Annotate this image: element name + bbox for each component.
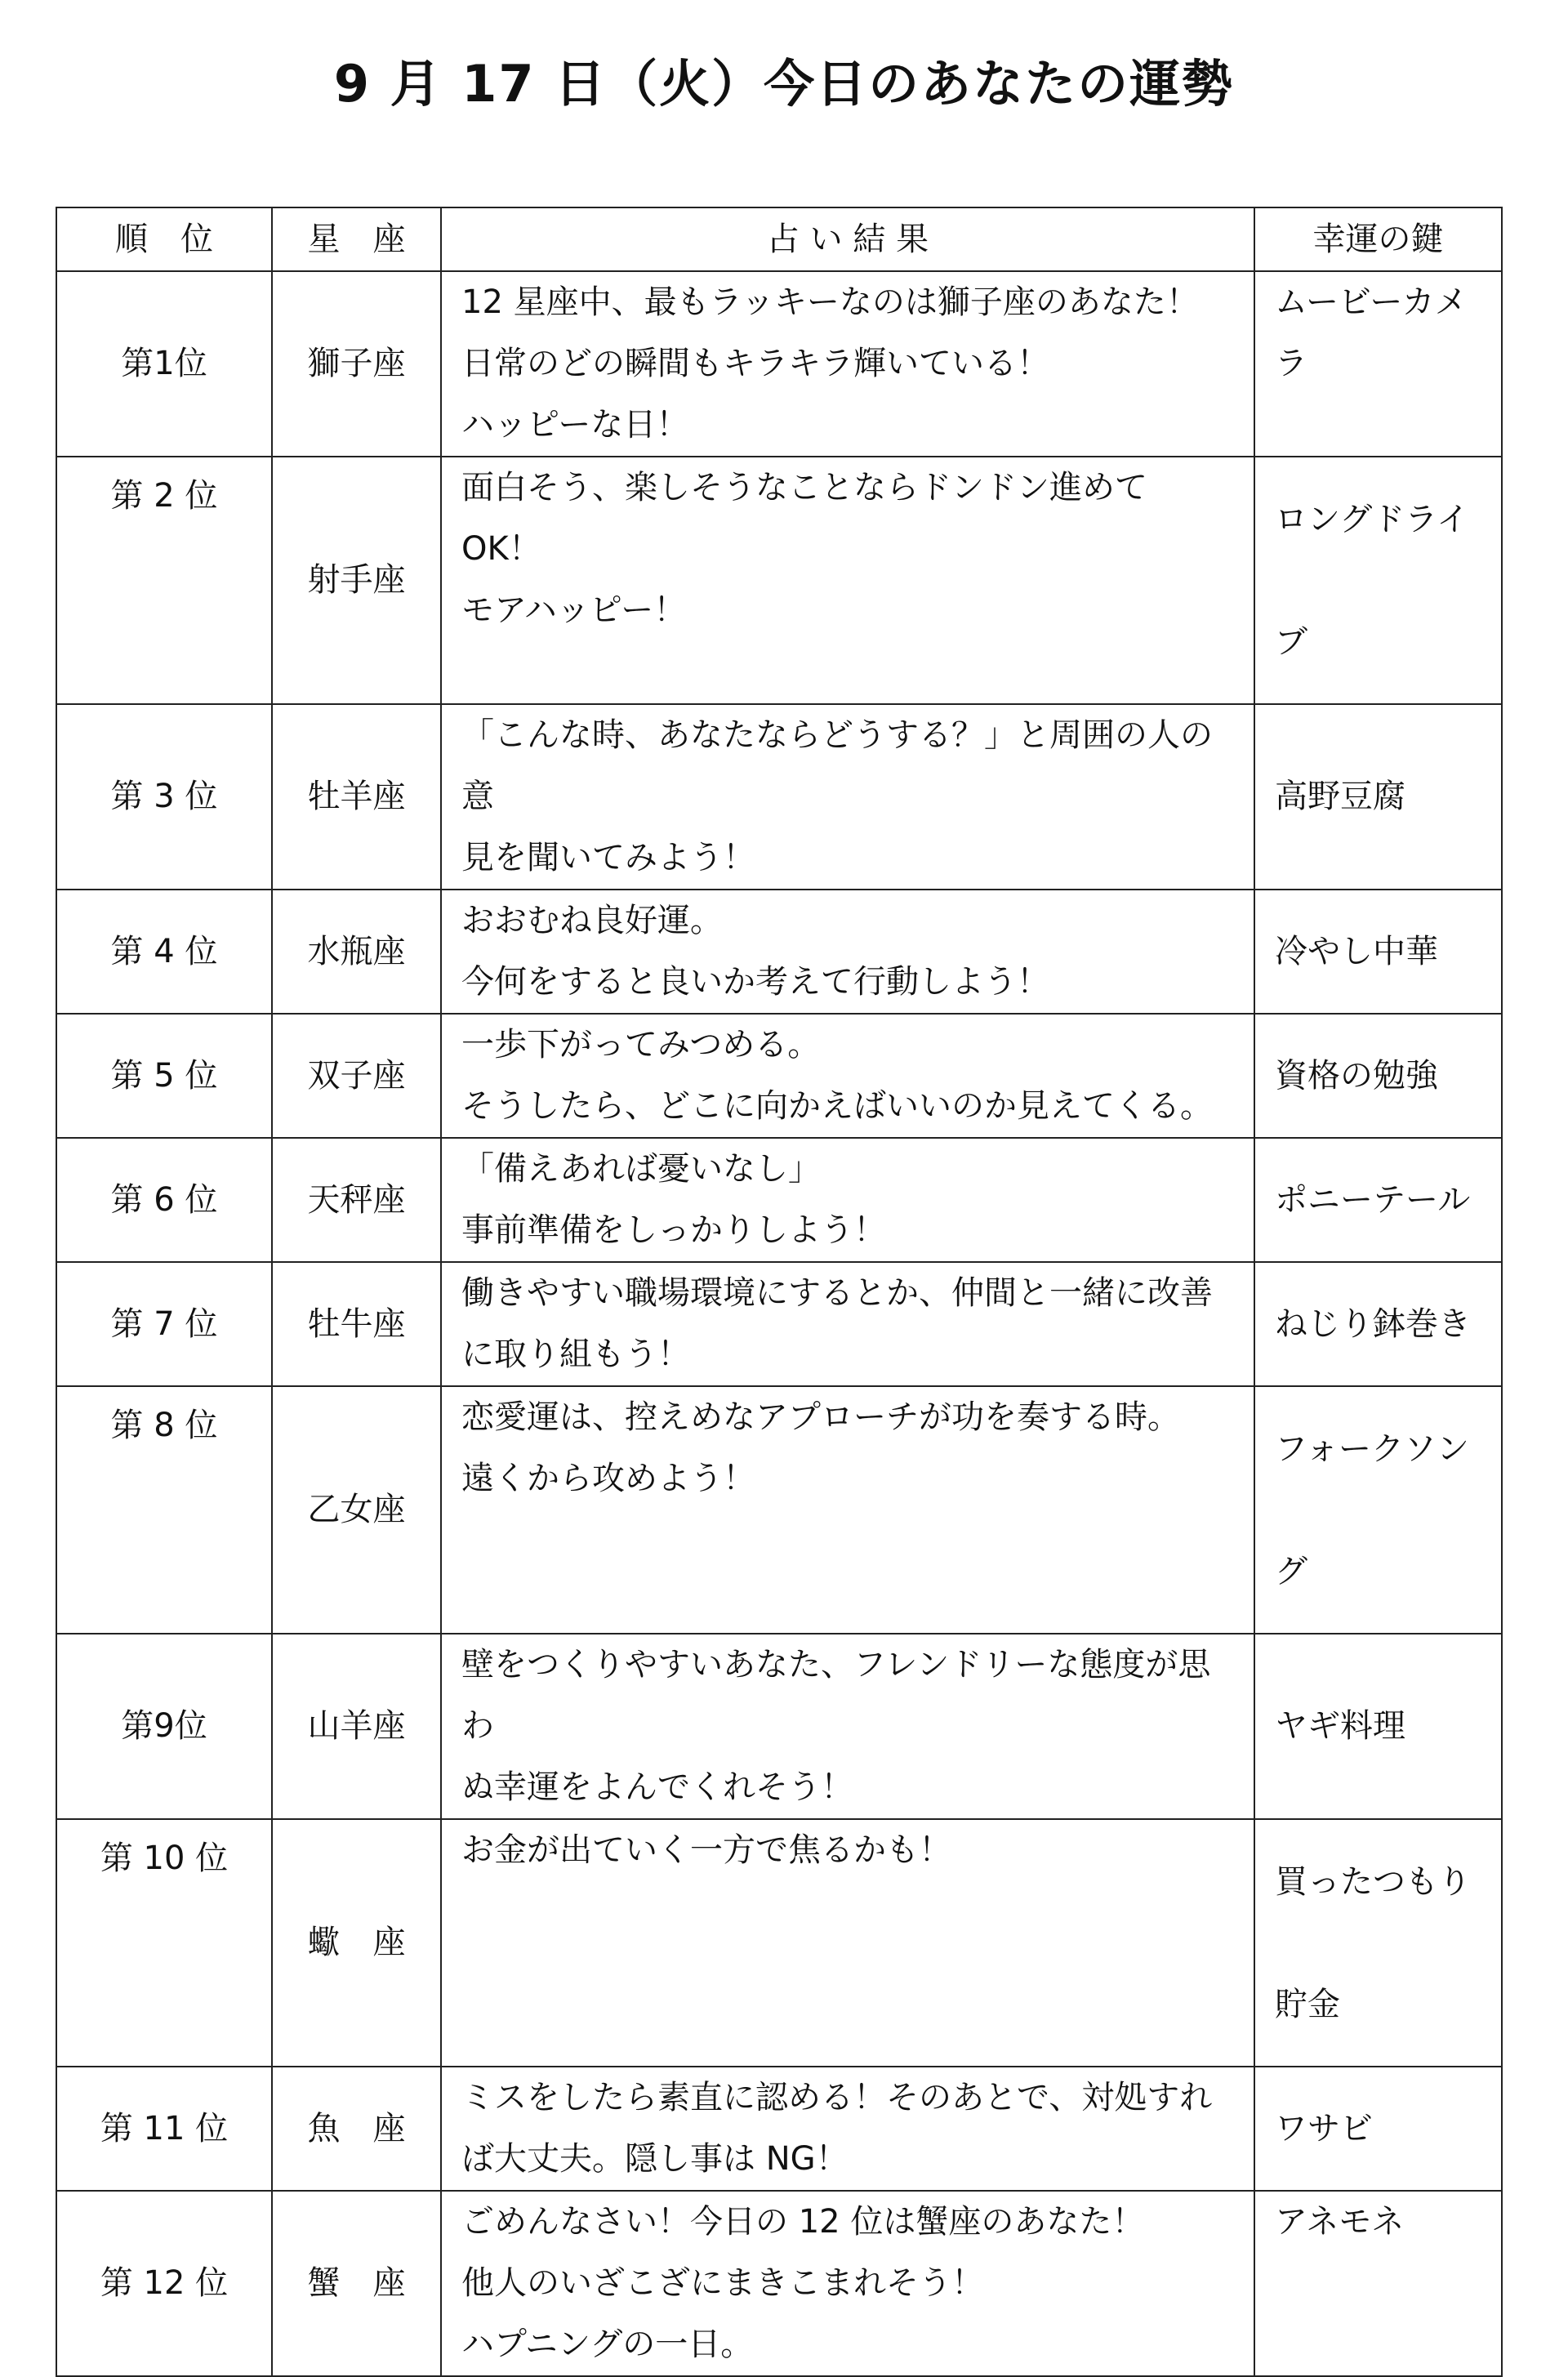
rank-cell: 第 3 位 xyxy=(56,704,272,890)
sign-cell: 牡羊座 xyxy=(272,704,441,890)
sign-cell: 獅子座 xyxy=(272,271,441,457)
rank-cell: 第9位 xyxy=(56,1634,272,1819)
header-rank: 順 位 xyxy=(56,207,272,271)
rank-cell: 第 2 位 xyxy=(56,457,272,704)
sign-cell: 蟹 座 xyxy=(272,2191,441,2376)
rank-cell: 第 12 位 xyxy=(56,2191,272,2376)
result-line: そうしたら、どこに向かえばいいのか見えてくる。 xyxy=(461,1087,1213,1125)
key-cell xyxy=(1254,1819,1502,2067)
table-header-row xyxy=(56,207,1502,271)
fortune-table xyxy=(56,207,1503,2377)
sign-cell: 天秤座 xyxy=(272,1138,441,1262)
result-cell xyxy=(441,271,1254,457)
sign-cell: 牡牛座 xyxy=(272,1262,441,1386)
rank-cell: 第 7 位 xyxy=(56,1262,272,1386)
result-cell xyxy=(441,704,1254,890)
key-cell: ポニーテール xyxy=(1254,1138,1502,1262)
header-key: 幸運の鍵 xyxy=(1254,207,1502,271)
result-line: ば大丈夫。隠し事は NG！ xyxy=(461,2140,849,2178)
result-line: 恋愛運は、控えめなアプローチが功を奏する時。 xyxy=(461,1398,1180,1436)
key-cell xyxy=(1254,1386,1502,1634)
key-cell xyxy=(1254,457,1502,704)
result-cell xyxy=(441,1819,1254,2067)
table-row xyxy=(56,1819,1502,2067)
table-row xyxy=(56,704,1502,890)
table-row xyxy=(56,2191,1502,2376)
result-cell xyxy=(441,1014,1254,1138)
key-cell: ヤギ料理 xyxy=(1254,1634,1502,1819)
rank-cell: 第 6 位 xyxy=(56,1138,272,1262)
result-line: お金が出ていく一方で焦るかも！ xyxy=(461,1831,951,1869)
rank-cell: 第 10 位 xyxy=(56,1819,272,2067)
key-cell: 冷やし中華 xyxy=(1254,890,1502,1014)
result-line: 働きやすい職場環境にするとか、仲間と一緒に改善 xyxy=(461,1274,1213,1312)
sign-cell: 山羊座 xyxy=(272,1634,441,1819)
table-row xyxy=(56,1634,1502,1819)
key-line: 買ったつもり xyxy=(1275,1862,1471,1901)
result-line: 今何をすると良いか考えて行動しよう！ xyxy=(461,963,1049,1001)
result-line: 事前準備をしっかりしよう！ xyxy=(461,1211,886,1249)
result-line: ハッピーな日！ xyxy=(461,406,689,444)
rank-cell: 第 8 位 xyxy=(56,1386,272,1634)
key-cell: 高野豆腐 xyxy=(1254,704,1502,890)
sign-cell: 蠍 座 xyxy=(272,1819,441,2067)
key-line: ロングドライ xyxy=(1275,500,1469,538)
key-cell: 資格の勉強 xyxy=(1254,1014,1502,1138)
result-line: 壁をつくりやすいあなた、フレンドリーな態度が思わ xyxy=(461,1646,1211,1745)
result-line: モアハッピー！ xyxy=(461,591,687,629)
key-cell: アネモネ xyxy=(1254,2191,1502,2376)
rank-cell: 第 4 位 xyxy=(56,890,272,1014)
result-cell xyxy=(441,1138,1254,1262)
result-line: おおむね良好運。 xyxy=(461,902,723,939)
result-line: 「こんな時、あなたならどうする？」と周囲の人の意 xyxy=(461,716,1213,815)
result-line: に取り組もう！ xyxy=(461,1336,690,1373)
result-line: 12 星座中、最もラッキーなのは獅子座のあなた！ xyxy=(461,283,1199,321)
header-sign: 星 座 xyxy=(272,207,441,271)
result-line: 遠くから攻めよう！ xyxy=(461,1460,755,1497)
page-title: 9 月 17 日（火）今日のあなたの運勢 xyxy=(333,54,1235,114)
result-line: 「備えあれば憂いなし」 xyxy=(461,1150,821,1188)
table-row xyxy=(56,1386,1502,1634)
result-line: 一歩下がってみつめる。 xyxy=(461,1026,821,1064)
sign-cell: 乙女座 xyxy=(272,1386,441,1634)
key-cell: ワサビ xyxy=(1254,2067,1502,2191)
result-cell xyxy=(441,1386,1254,1634)
result-cell xyxy=(441,457,1254,704)
key-line: 貯金 xyxy=(1275,1985,1340,2023)
rank-cell: 第 5 位 xyxy=(56,1014,272,1138)
result-line: ハプニングの一日。 xyxy=(461,2326,754,2363)
key-line: ブ xyxy=(1275,622,1307,661)
table-row xyxy=(56,1138,1502,1262)
table-row xyxy=(56,457,1502,704)
table-row xyxy=(56,2067,1502,2191)
sign-cell: 魚 座 xyxy=(272,2067,441,2191)
table-row xyxy=(56,271,1502,457)
result-line: ぬ幸運をよんでくれそう！ xyxy=(461,1768,853,1806)
key-cell: ねじり鉢巻き xyxy=(1254,1262,1502,1386)
result-cell xyxy=(441,2067,1254,2191)
result-line: ごめんなさい！今日の 12 位は蟹座のあなた！ xyxy=(461,2203,1145,2241)
sign-cell: 射手座 xyxy=(272,457,441,704)
result-cell xyxy=(441,1634,1254,1819)
key-line: ムービーカメ xyxy=(1275,283,1468,321)
rank-cell: 第 11 位 xyxy=(56,2067,272,2191)
result-line: 見を聞いてみよう！ xyxy=(461,839,755,876)
result-cell xyxy=(441,1262,1254,1386)
result-line: 日常のどの瞬間もキラキラ輝いている！ xyxy=(461,345,1049,382)
key-cell xyxy=(1254,271,1502,457)
key-line: フォークソン xyxy=(1275,1429,1469,1468)
table-row xyxy=(56,1014,1502,1138)
sign-cell: 水瓶座 xyxy=(272,890,441,1014)
header-result: 占 い 結 果 xyxy=(441,207,1254,271)
key-line: グ xyxy=(1275,1552,1307,1590)
result-line: 面白そう、楽しそうなことならドンドン進めて OK！ xyxy=(461,469,1147,568)
result-line: 他人のいざこざにまきこまれそう！ xyxy=(461,2264,984,2302)
table-row xyxy=(56,890,1502,1014)
table-row xyxy=(56,1262,1502,1386)
rank-cell: 第1位 xyxy=(56,271,272,457)
result-cell xyxy=(441,890,1254,1014)
sign-cell: 双子座 xyxy=(272,1014,441,1138)
key-line: ラ xyxy=(1275,345,1307,382)
result-cell xyxy=(441,2191,1254,2376)
result-line: ミスをしたら素直に認める！そのあとで、対処すれ xyxy=(461,2079,1213,2116)
